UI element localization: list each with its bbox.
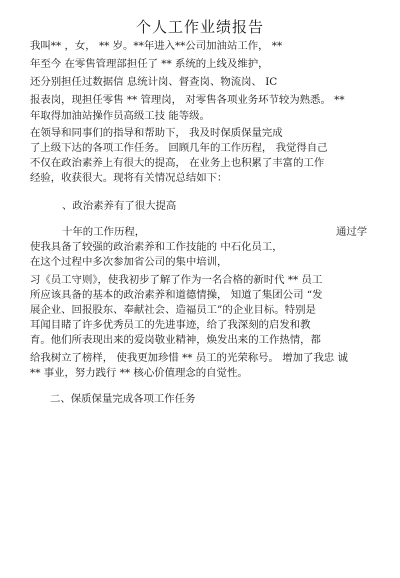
paragraph-line: 了上级下达的各项工作任务。 回顾几年的工作历程， 我觉得自己 [30,142,328,154]
paragraph-line: 使我具备了较强的政治素养和工作技能的 中石化员工， [30,241,283,253]
paragraph-line: 在领导和同事们的指导和帮助下， 我及时保质保量完成 [30,127,283,139]
paragraph-line: ** 事业，努力践行 ** 核心价值理念的自觉性。 [30,367,248,379]
paragraph-line: 十年的工作历程， [62,226,146,238]
paragraph-line: 年至今 在零售管理部担任了 ** 系统的上线及维护， [30,58,269,70]
paragraph-line: 通过学 [336,226,368,238]
paragraph-line: 耳闻目睹了许多优秀员工的先进事迹，给了我深刻的启发和教 [30,319,311,331]
paragraph-line: 育。他们所表现出来的爱岗敬业精神，焕发出来的工作热情，都 [30,334,321,346]
document-title: 个人工作业绩报告 [135,18,264,36]
paragraph-line: 在这个过程中多次参加省公司的集中培训， [30,256,228,268]
paragraph-line: 年取得加油站操作员高级工技 能等级。 [30,110,210,122]
paragraph-line: 我叫** ，女， ** 岁。**年进入**公司加油站工作， ** [30,40,283,52]
paragraph-line: 所应该具备的基本的政治素养和道德情操， 知道了集团公司 “发 [30,289,323,301]
paragraph-line: 给我树立了榜样， 使我更加珍惜 ** 员工的光荣称号。 增加了我忠 诚 [30,352,348,364]
paragraph-line: 不仅在政治素养上有很大的提高， 在业务上也积累了丰富的工作 [30,157,325,169]
paragraph-line: 还分别担任过数据信 息统计岗、督查岗、物流岗、 IC [30,76,278,88]
paragraph-line: 经验，收获很大。现将有关情况总结如下： [30,172,228,184]
section-heading: 二、保质保量完成各项工作任务 [50,393,196,405]
section-heading: 、政治素养有了很大提高 [62,200,177,212]
paragraph-line: 展企业、回报股东、奉献社会、造福员工”的企业目标。特别是 [30,304,316,316]
paragraph-line: 报表岗，现担任零售 ** 管理岗， 对零售各项业务环节较为熟悉。 ** [30,94,345,106]
paragraph-line: 习《员工守则》，使我初步了解了作为一名合格的新时代 ** 员工 [30,274,323,286]
